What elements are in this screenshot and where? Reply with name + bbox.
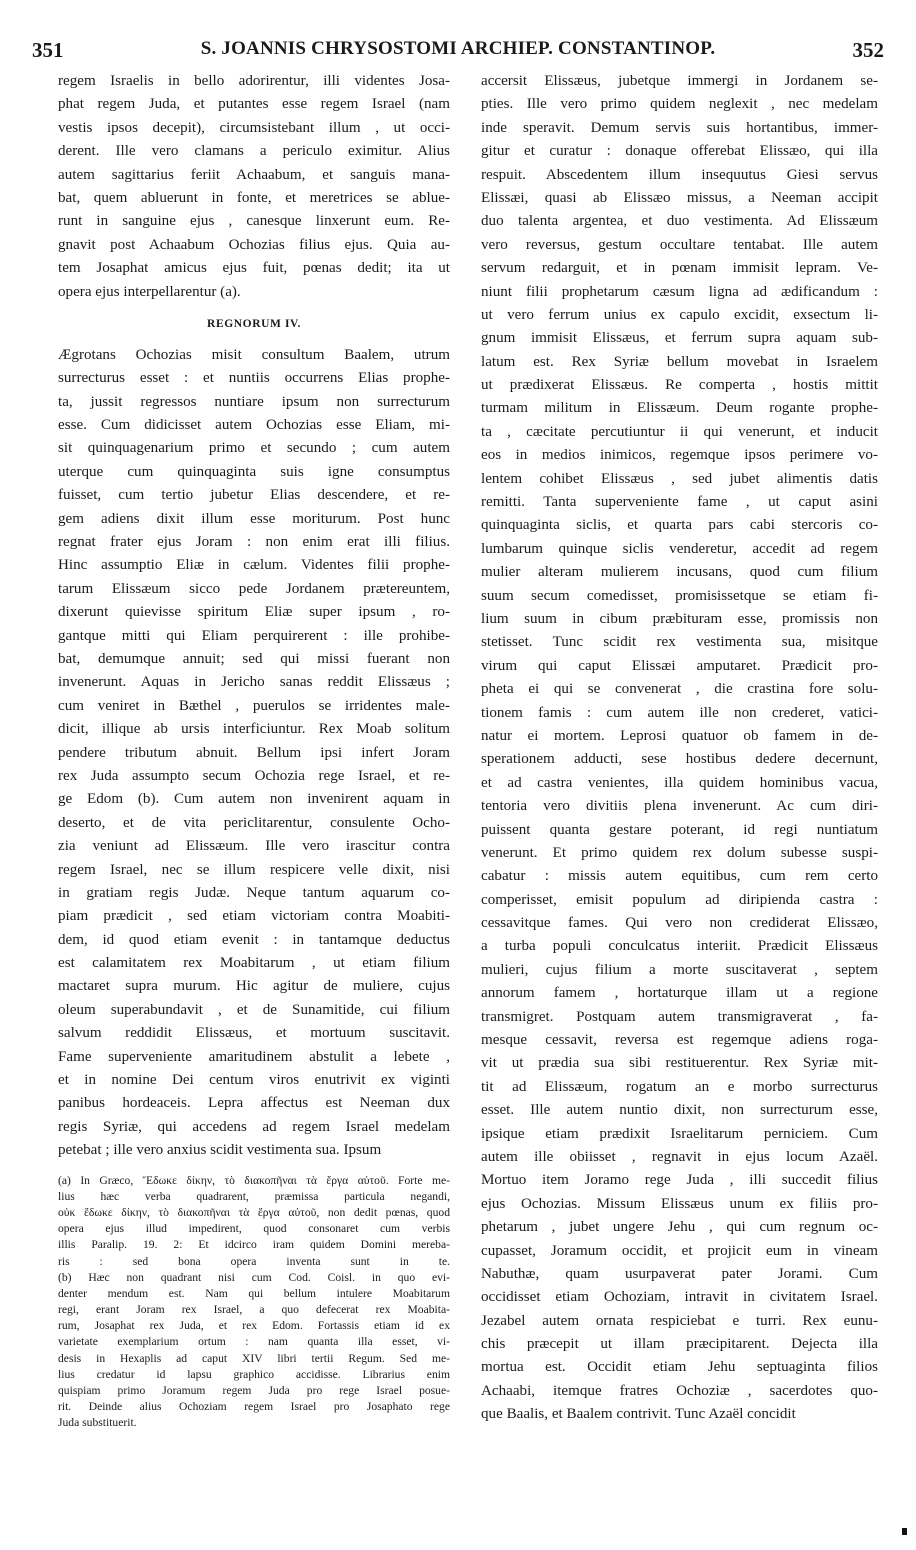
text-line: bat, demumque annuit; sed qui missi fuerant non [58,650,450,667]
text-line: duo talenta argentea, et duo vestimenta. Ad Elissæum [481,213,878,230]
text-line: esse. Cum didicisset autem Ochozias esse Eliam, mi- [58,417,450,434]
text-line: regnat frater ejus Joram : non enim erat illi filius. [58,534,450,551]
margin-mark [902,1528,907,1535]
text-line: Jezabel autem ornata respiciebat e turri. Rex eunu- [481,1312,878,1329]
text-line: niunt filii prophetarum cæsum ligna ad ædificandum : [481,283,878,300]
text-line: a turba populi conculcatus interiit. Prædicit Elissæus [481,938,878,955]
running-title: S. JOANNIS CHRYSOSTOMI ARCHIEP. CONSTANTINOP. [200,38,716,59]
text-line: ta , cæcitate percutiuntur ii qui venerunt, et inducit [481,423,878,440]
text-line: pties. Ille vero primo quidem neglexit , nec medelam [481,96,878,113]
footnote-line: rum, Josaphat rex Juda, et rex Edom. Fortassis etiam id ex [58,1319,450,1333]
page-header [32,38,884,68]
text-line: phetarum , jubet ungere Jehu , qui cum regnum oc- [481,1219,878,1236]
text-line: mulier alteram mulierem incusans, quod cum filium [481,564,878,581]
text-line: gnavit post Achaabum Ochozias filius ejus. Quia au- [58,236,450,253]
text-line: runt in sanguine ejus , canesque linxerunt eum. Re- [58,213,450,230]
text-line: mulieri, cujus filium a morte suscitaverat , septem [481,961,878,978]
footnote-line: varietate exemplarium ortum : nam quanta illa esset, vi- [58,1335,450,1349]
footnote-line: illis Paralip. 19. 2: Et idcirco iram quidem Domini mereba- [58,1238,450,1252]
text-line: lium suum in cibum præbituram esse, promissis non [481,610,878,627]
text-line: oleum superabundavit , et de Sunamitide, cui filium [58,1001,450,1018]
text-line: respuit. Abscedentem illum insequutus Giesi servus [481,166,878,183]
text-line: lentem cohibet Elissæus , sed jubet alimentis datis [481,470,878,487]
text-line: latum est. Rex Syriæ bellum movebat in Israelem [481,353,878,370]
text-line: vit ut prædia sua sibi restituerentur. Rex Syriæ mit- [481,1055,878,1072]
text-line: Mortuo item Joramo rege Juda , illi succedit filius [481,1172,878,1189]
page-number-left: 351 [32,38,64,62]
left-column [58,70,450,1432]
text-line: stetisset. Tunc scidit rex vestimenta sua, misitque [481,634,878,651]
text-line: mortua est. Occidit etiam Jehu septuaginta filios [481,1359,878,1376]
text-line: tit ad Elissæum, rogatum an e morbo surrecturus [481,1078,878,1095]
footnote-line: opera ejus illud impedirent, quod consonaret cum verbis [58,1222,450,1236]
footnote-line: desis in Hexaplis ad caput XIV libri tertii Regum. Sed me- [58,1351,450,1365]
footnotes [58,1173,450,1432]
text-line: tionem famis : cum autem ille non crederet, vatici- [481,704,878,721]
text-line: lumbarum quinque siclis venderetur, accedit ad regem [481,540,878,557]
footnote-line: regi, erant Joram rex Israel, a quo defecerat rex Moabita- [58,1303,450,1317]
text-line: occidisset etiam Ochoziam, intravit in civitatem Israel. [481,1289,878,1306]
text-line: Ægrotans Ochozias misit consultum Baalem, utrum [58,346,450,363]
text-line: quinquaginta siclis, et quarta pars cabi stercoris co- [481,517,878,534]
text-line: ut vero ferrum unius ex capulo excidit, exsectum li- [481,306,878,323]
text-line: Elissæi, quasi ab Elissæo missus, a Neeman accipit [481,189,878,206]
text-line: sit quinquagenarium primo et secundo ; cum autem [58,440,450,457]
text-line: salvum reddidit Elissæus, et mortuum suscitavit. [58,1025,450,1042]
footnote-line: rit. Deinde alius Ochoziam regem Israel pro Josaphato rege [58,1400,450,1414]
footnote-line: Juda substituerit. [58,1416,137,1430]
footnote-line: ris : sed bona opera inventa sunt in te. [58,1254,450,1268]
paragraph-regnorum-iv [58,344,450,1163]
page-number-right: 352 [852,38,884,62]
text-line: regem Israel, nec se illum respicere velle dixit, nisi [58,861,450,878]
text-line: servum redarguit, et in pœnam immisit lepram. Ve- [481,260,878,277]
text-line: gem adiens dixit illum esse moriturum. Post hunc [58,510,450,527]
text-line: rex Juda assumpto secum Ochozia rege Israel, et re- [58,767,450,784]
text-line: inde speravit. Demum servis suis hortantibus, immer- [481,119,878,136]
text-line: annorum famem , hortaturque illam ut a regione [481,985,878,1002]
text-line: fuisset, cum tertio jubetur Elias descendere, et re- [58,487,450,504]
text-line: regem Israelis in bello adorirentur, illi videntes Josa- [58,73,450,89]
text-line: remitti. Tanta superveniente fame , ut caput asini [481,494,878,511]
text-line: accersit Elissæus, jubetque immergi in Jordanem se- [481,73,878,89]
text-line: regis Syriæ, qui accedens ad regem Israel medelam [58,1118,450,1135]
text-line: ge Edom (b). Cum autem non invenirent aquam in [58,791,450,808]
text-line: mesque cessavit, reversa est regemque adiens roga- [481,1032,878,1049]
text-line: et in nomine Dei centum viros enutrivit ex viginti [58,1072,450,1089]
footnote-line: quispiam primo Joramum regem Juda pro rege Israel posue- [58,1384,450,1398]
text-line: vestis ipsos decepit), circumsistebant illum , ut occi- [58,119,450,136]
text-line: zia veniunt ad Elissæum. Ille vero irascitur contra [58,838,450,855]
text-line: dixerunt quievisse spiritum Eliæ super ipsum , ro- [58,604,450,621]
text-line: panibus hordeaceis. Lepra affectus est Neeman dux [58,1095,450,1112]
text-line: surrecturus esset : et nuntiis occurrens Elias prophe- [58,370,450,387]
text-line: gnum immisit Elissæus, et ferrum supra aquam sub- [481,330,878,347]
text-line: cabatur : missis autem equitibus, cum rem certo [481,868,878,885]
text-line: autem ille obiisset , regnavit in ejus locum Azaël. [481,1148,878,1165]
text-line: autem sagittarius feriit Achaabum, et sanguis mana- [58,166,450,183]
right-column [481,70,878,1427]
text-line: phat regem Juda, et putantes esse regem Israel (nam [58,96,450,113]
footnote-line: (b) Hæc non quadrant nisi cum Cod. Coisl. in quo evi- [58,1270,450,1284]
text-line: Fame superveniente amaritudinem abstulit a lebete , [58,1048,450,1065]
text-line: derent. Ille vero clamans a periculo eximitur. Alius [58,143,450,160]
section-heading: REGNORUM IV. [207,317,301,330]
footnote-line: lius hæc verba quadrarent, præmissa particula negandi, [58,1189,450,1203]
text-line: in gratiam regis Judæ. Neque tantum aquarum co- [58,884,450,901]
text-line: mactaret supra murum. Hic agitur de muliere, cujus [58,978,450,995]
text-line: et ad castra venientes, illa quidem hominibus vacua, [481,774,878,791]
text-line: gitur et curatur : donaque offerebat Elissæo, qui illa [481,143,878,160]
text-line: chis præcepit ut illam præcipitarent. Dejecta illa [481,1336,878,1353]
text-line: suum secum comedisset, promisissetque se etiam fi- [481,587,878,604]
text-line: vero reversus, gestum occultare tentabat. Ille autem [481,236,878,253]
text-line: venerunt. Et primo quidem rex dolum subesse suspi- [481,844,878,861]
text-line: transmigret. Postquam autem transmigraverat , fa- [481,1008,878,1025]
text-line: comperisset, emisit populum ad diripienda castra : [481,891,878,908]
footnote-line: denter mendum est. Nam qui bellum intulere Moabitarum [58,1286,450,1300]
text-line: ipsique etiam prædixit Israelitarum perniciem. Cum [481,1125,878,1142]
text-line: gantque mitti qui Eliam perquirerent : ille prohibe- [58,627,450,644]
text-line: deserto, et de vita periclitarentur, consulente Ocho- [58,814,450,831]
text-line: opera ejus interpellarentur (a). [58,283,241,300]
text-line: tentoria vero divitiis plena invenerunt. Ac cum diri- [481,798,878,815]
text-line: petebat ; ille vero anxius scidit vestimenta sua. Ipsum [58,1142,382,1159]
text-line: tem Josaphat amicus ejus fuit, pœnas dedit; ita ut [58,260,450,277]
text-line: virum qui caput Elissæi amputaret. Prædicit pro- [481,657,878,674]
text-line: esset. Ille autem nuntio dixit, non surrecturum esse, [481,1102,878,1119]
text-line: puissent quanta gestare poterant, id regi nuntiatum [481,821,878,838]
footnote-line: (a) In Græco, Ἔδωκε δίκην, τὸ διακοπῆναι τὰ ἔργα αὐτοῦ. Forte me- [58,1173,450,1187]
text-line: ut prædixerat Elissæus. Re comperta , hostis mittit [481,377,878,394]
text-line: sperationem adducti, sese hostibus dedere decernunt, [481,751,878,768]
text-line: ta, jussit regressos nuntiare ipsum non surrecturum [58,393,450,410]
text-line: piam prædicit , sed etiam victoriam contra Moabiti- [58,908,450,925]
text-line: uterque cum quinquaginta suis igne consumptus [58,463,450,480]
text-line: natur ei mortem. Leprosi quatuor ob famem in de- [481,727,878,744]
text-line: ejus Ochozias. Missum Elissæus unum ex filiis pro- [481,1195,878,1212]
text-line: eos in medios inimicos, regemque ipsos perimere vo- [481,447,878,464]
text-line: pheta ei qui se convenerat , die crastina fore solu- [481,681,878,698]
text-line: Hinc assumptio Eliæ in cælum. Videntes filii prophe- [58,557,450,574]
text-line: dicit, illique ab ursis interficiuntur. Rex Moab solitum [58,721,450,738]
paragraph-opening [58,70,450,304]
text-line: dem, id quod etiam evenit : in tantamque deductus [58,931,450,948]
text-line: bat, quem abluerunt in fonte, et meretrices se ablue- [58,189,450,206]
text-line: pendere tributum abnuit. Bellum ipsi infert Joram [58,744,450,761]
text-line: cum veniret in Bæthel , puerulos se irridentes male- [58,697,450,714]
text-line: cupasset, Joramum occidit, et projicit eum in vineam [481,1242,878,1259]
text-line: Nabuthæ, quam usurpaverat pater Jorami. Cum [481,1265,878,1282]
text-line: Achaabi, itemque fratres Ochoziæ , sacerdotes quo- [481,1382,878,1399]
text-line: que Baalis, et Baalem contrivit. Tunc Azaël concidit [481,1406,796,1423]
text-line: invenerunt. Aquas in Jericho sanas reddit Elissæus ; [58,674,450,691]
text-line: est calamitatem rex Moabitarum , ut etiam filium [58,955,450,972]
footnote-line: lius credatur id lapsu graphico accidisse. Librarius enim [58,1367,450,1381]
text-line: cessavitque fames. Qui vero non crediderat Elissæo, [481,915,878,932]
text-line: turmam militum in Elissæum. Deum rogante prophe- [481,400,878,417]
text-line: tarum Elissæum sicco pede Jordanem prætereuntem, [58,580,450,597]
footnote-line: οὐκ ἔδωκε δίκην, τὸ διακοπῆναι τὰ ἔργα αὐτοῦ, non dedit pœnas, quod [58,1205,450,1219]
